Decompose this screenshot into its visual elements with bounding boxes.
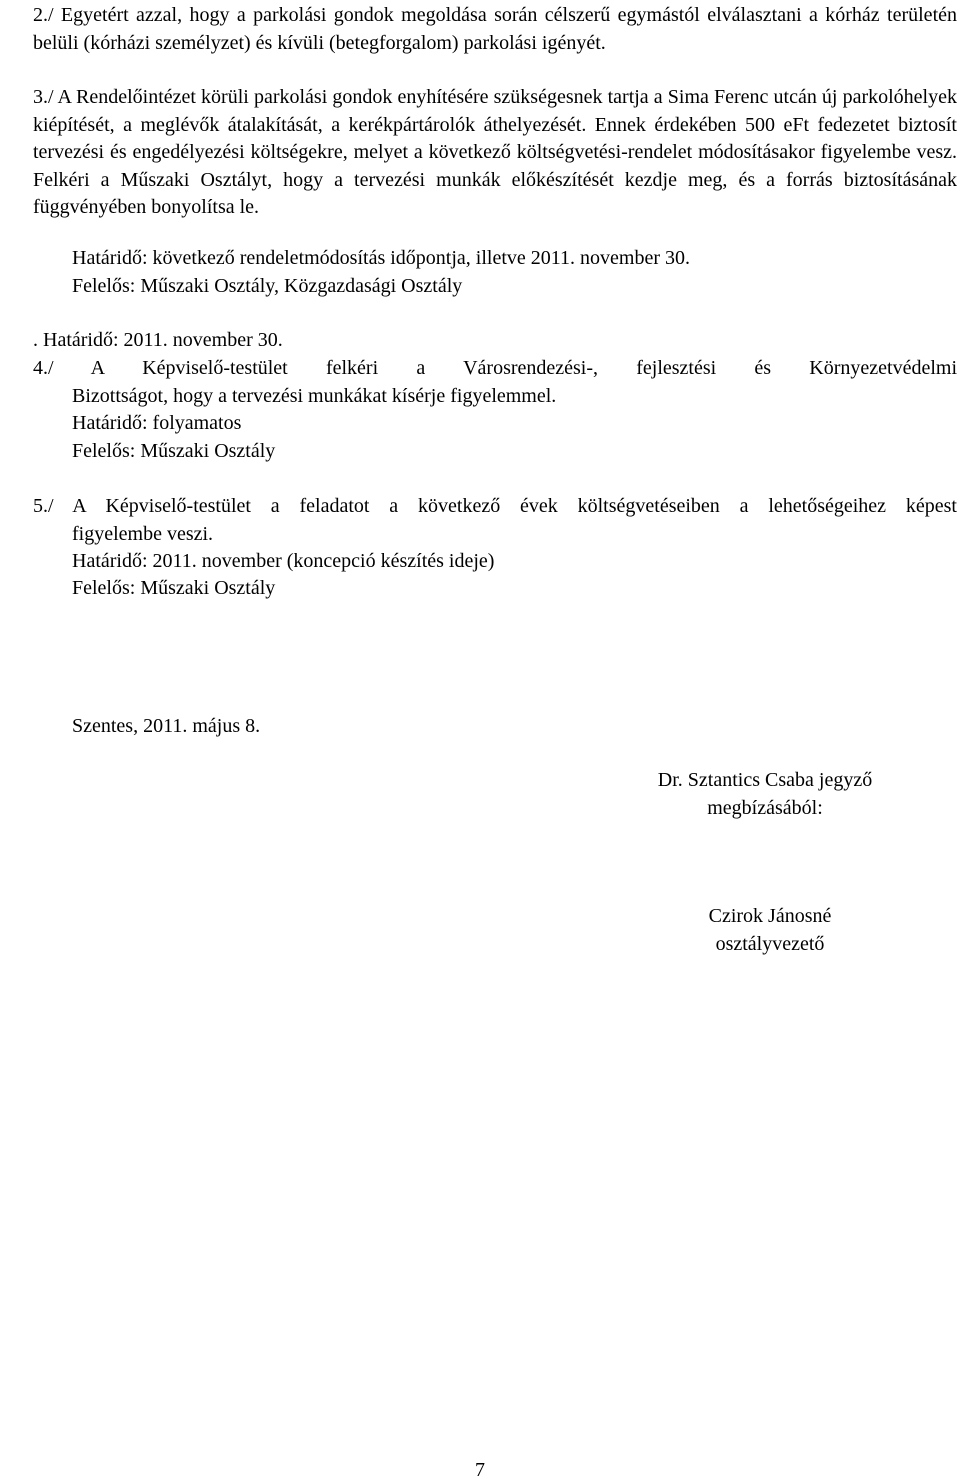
item-5-responsible: Felelős: Műszaki Osztály [72, 577, 276, 599]
item-3-deadline: Határidő: következő rendeletmódosítás időpontja, illetve 2011. november 30. [72, 247, 690, 269]
signature-on-behalf-line-2: megbízásából: [707, 796, 823, 819]
page-number: 7 [475, 1459, 485, 1481]
item-4-deadline: Határidő: folyamatos [72, 412, 242, 434]
signature-on-behalf-line-1: Dr. Sztantics Csaba jegyző [657, 769, 873, 791]
item-4-first-line: 4./ A Képviselő-testület felkéri a Városrendezési-, fejlesztési és Környezetvédelmi [33, 357, 957, 379]
item-3-responsible: Felelős: Műszaki Osztály, Közgazdasági Osztály [72, 275, 463, 297]
item-5-first-line: 5./ A Képviselő-testület a feladatot a következő évek költségvetéseiben a lehetőségeihez képest [33, 495, 957, 517]
item-3-extra-deadline: . Határidő: 2011. november 30. [33, 329, 283, 351]
resolution-item-5 [33, 493, 957, 548]
item-5-continuation: figyelembe veszi. [72, 522, 214, 545]
signature-on-behalf [600, 767, 930, 822]
resolution-item-3: 3./ A Rendelőintézet körüli parkolási gondok enyhítésére szükségesnek tartja a Sima Ferenc utcán új parkolóhelyek kiépítését, a meglévők átalakítását, a kerékpártárolók áthelyezését. Ennek érdekében 500 eFt fedezetet biztosít tervezési és engedélyezési költségekre, melyet a következő költségvetési-rendelet módosításakor figyelembe vesz. Felkéri a Műszaki Osztályt, hogy a tervezési munkák előkészítését kezdje meg, és a forrás biztosításának függvényében bonyolítsa le. [33, 86, 957, 218]
resolution-item-2: 2./ Egyetért azzal, hogy a parkolási gondok megoldása során célszerű egymástól elválasztani a kórház területén belüli (kórházi személyzet) és kívüli (betegforgalom) parkolási igényét. [33, 4, 957, 54]
item-4-continuation: Bizottságot, hogy a tervezési munkákat kísérje figyelemmel. [72, 384, 557, 407]
signatory-name: Czirok Jánosné [708, 905, 832, 927]
signatory-title: osztályvezető [715, 932, 825, 955]
item-4-responsible: Felelős: Műszaki Osztály [72, 440, 276, 462]
place-date: Szentes, 2011. május 8. [72, 715, 261, 737]
resolution-item-4 [33, 355, 957, 410]
signatory [640, 903, 900, 958]
item-5-deadline: Határidő: 2011. november (koncepció készítés ideje) [72, 550, 495, 572]
